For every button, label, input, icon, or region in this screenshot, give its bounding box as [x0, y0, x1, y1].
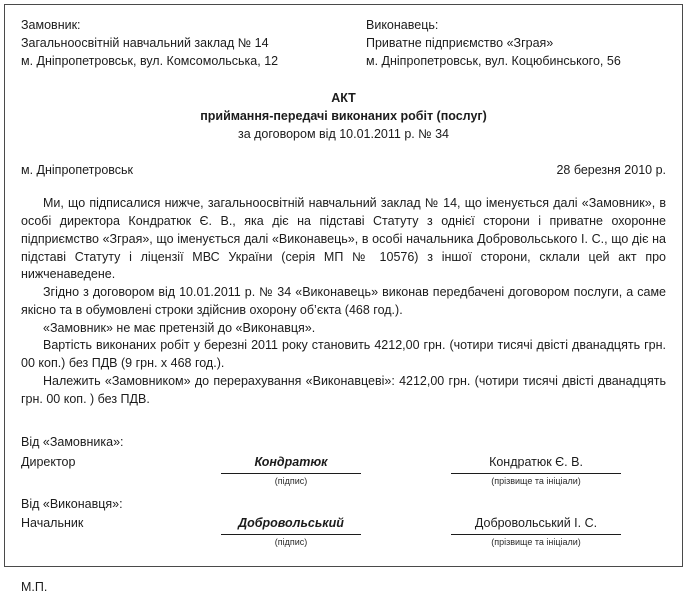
contractor-address: м. Дніпропетровськ, вул. Коцюбинського, 56 [366, 53, 621, 68]
customer-signature-handwriting: Кондратюк [221, 454, 361, 474]
contractor-name: Приватне підприємство «Зграя» [366, 35, 554, 50]
customer-role: Директор [21, 455, 76, 469]
contractor-label: Виконавець: [366, 18, 439, 32]
parties-header [21, 17, 666, 70]
contractor-signature-box [221, 515, 361, 549]
contractor-fullname: Добровольський І. С. [451, 515, 621, 535]
place-date-row [21, 162, 666, 180]
body-paragraph: Згідно з договором від 10.01.2011 р. № 34 «Виконавець» виконав передбачені договором послуги, а саме якісно та в обумовлені строки здійснив охорону об’єкта (468 год.). [21, 285, 666, 317]
customer-signature-label: Від «Замовника»: [21, 435, 124, 450]
document-title: АКТ [331, 91, 356, 106]
customer-fullname-box [451, 454, 621, 488]
document-date: 28 березня 2010 р. [556, 162, 666, 177]
document-subtitle: приймання-передачі виконаних робіт (послуг) [200, 109, 487, 123]
contractor-block [366, 17, 666, 70]
customer-block [21, 17, 366, 70]
signature-caption: (підпис) [274, 537, 308, 547]
document-body [21, 195, 666, 408]
contractor-signature-label: Від «Виконавця»: [21, 496, 123, 511]
contractor-signature-row [21, 515, 666, 551]
signature-caption: (підпис) [274, 475, 308, 486]
body-paragraph: Ми, що підписалися нижче, загальноосвітній навчальний заклад № 14, що іменується далі «Замовник», в особі директора Кондратюк Є. В., яка діє на підставі Статуту з однієї сторони і приватне охоронне підприємство «Зграя», що іменується далі «Виконавець», в особі начальника Добровольського І. С., що діє на підставі Статуту і ліцензії МВС України (серія МП № 10576) з іншої сторони, склали цей акт про нижченаведене. [21, 196, 666, 282]
customer-address: м. Дніпропетровськ, вул. Комсомольська, 12 [21, 53, 279, 68]
document-title-block [21, 90, 666, 143]
customer-name: Загальноосвітній навчальний заклад № 14 [21, 35, 269, 50]
customer-fullname: Кондратюк Є. В. [451, 454, 621, 474]
document-city: м. Дніпропетровськ [21, 162, 134, 177]
contractor-role: Начальник [21, 516, 84, 531]
customer-signature-row [21, 454, 666, 490]
customer-label: Замовник: [21, 18, 81, 32]
signature-section [21, 434, 666, 596]
stamp-placeholder: М.П. [21, 579, 48, 594]
customer-signature-box [221, 454, 361, 488]
document-contract-ref: за договором від 10.01.2011 р. № 34 [237, 126, 450, 141]
body-paragraph: «Замовник» не має претензій до «Виконавця». [43, 320, 316, 335]
body-paragraph: Належить «Замовником» до перерахування «Виконавцеві»: 4212,00 грн. (чотири тисячі двісті дванадцять грн. 00 коп. ) без ПДВ. [21, 373, 666, 406]
contractor-fullname-box [451, 515, 621, 549]
contractor-signature-handwriting: Добровольський [221, 515, 361, 535]
fullname-caption: (прізвище та ініціали) [491, 475, 581, 486]
document-border-frame [4, 4, 683, 594]
body-paragraph: Вартість виконаних робіт у березні 2011 року становить 4212,00 грн. (чотири тисячі двісті дванадцять грн. 00 коп.) без ПДВ (9 грн. х 468 год.). [21, 338, 666, 370]
fullname-caption: (прізвище та ініціали) [491, 537, 581, 547]
